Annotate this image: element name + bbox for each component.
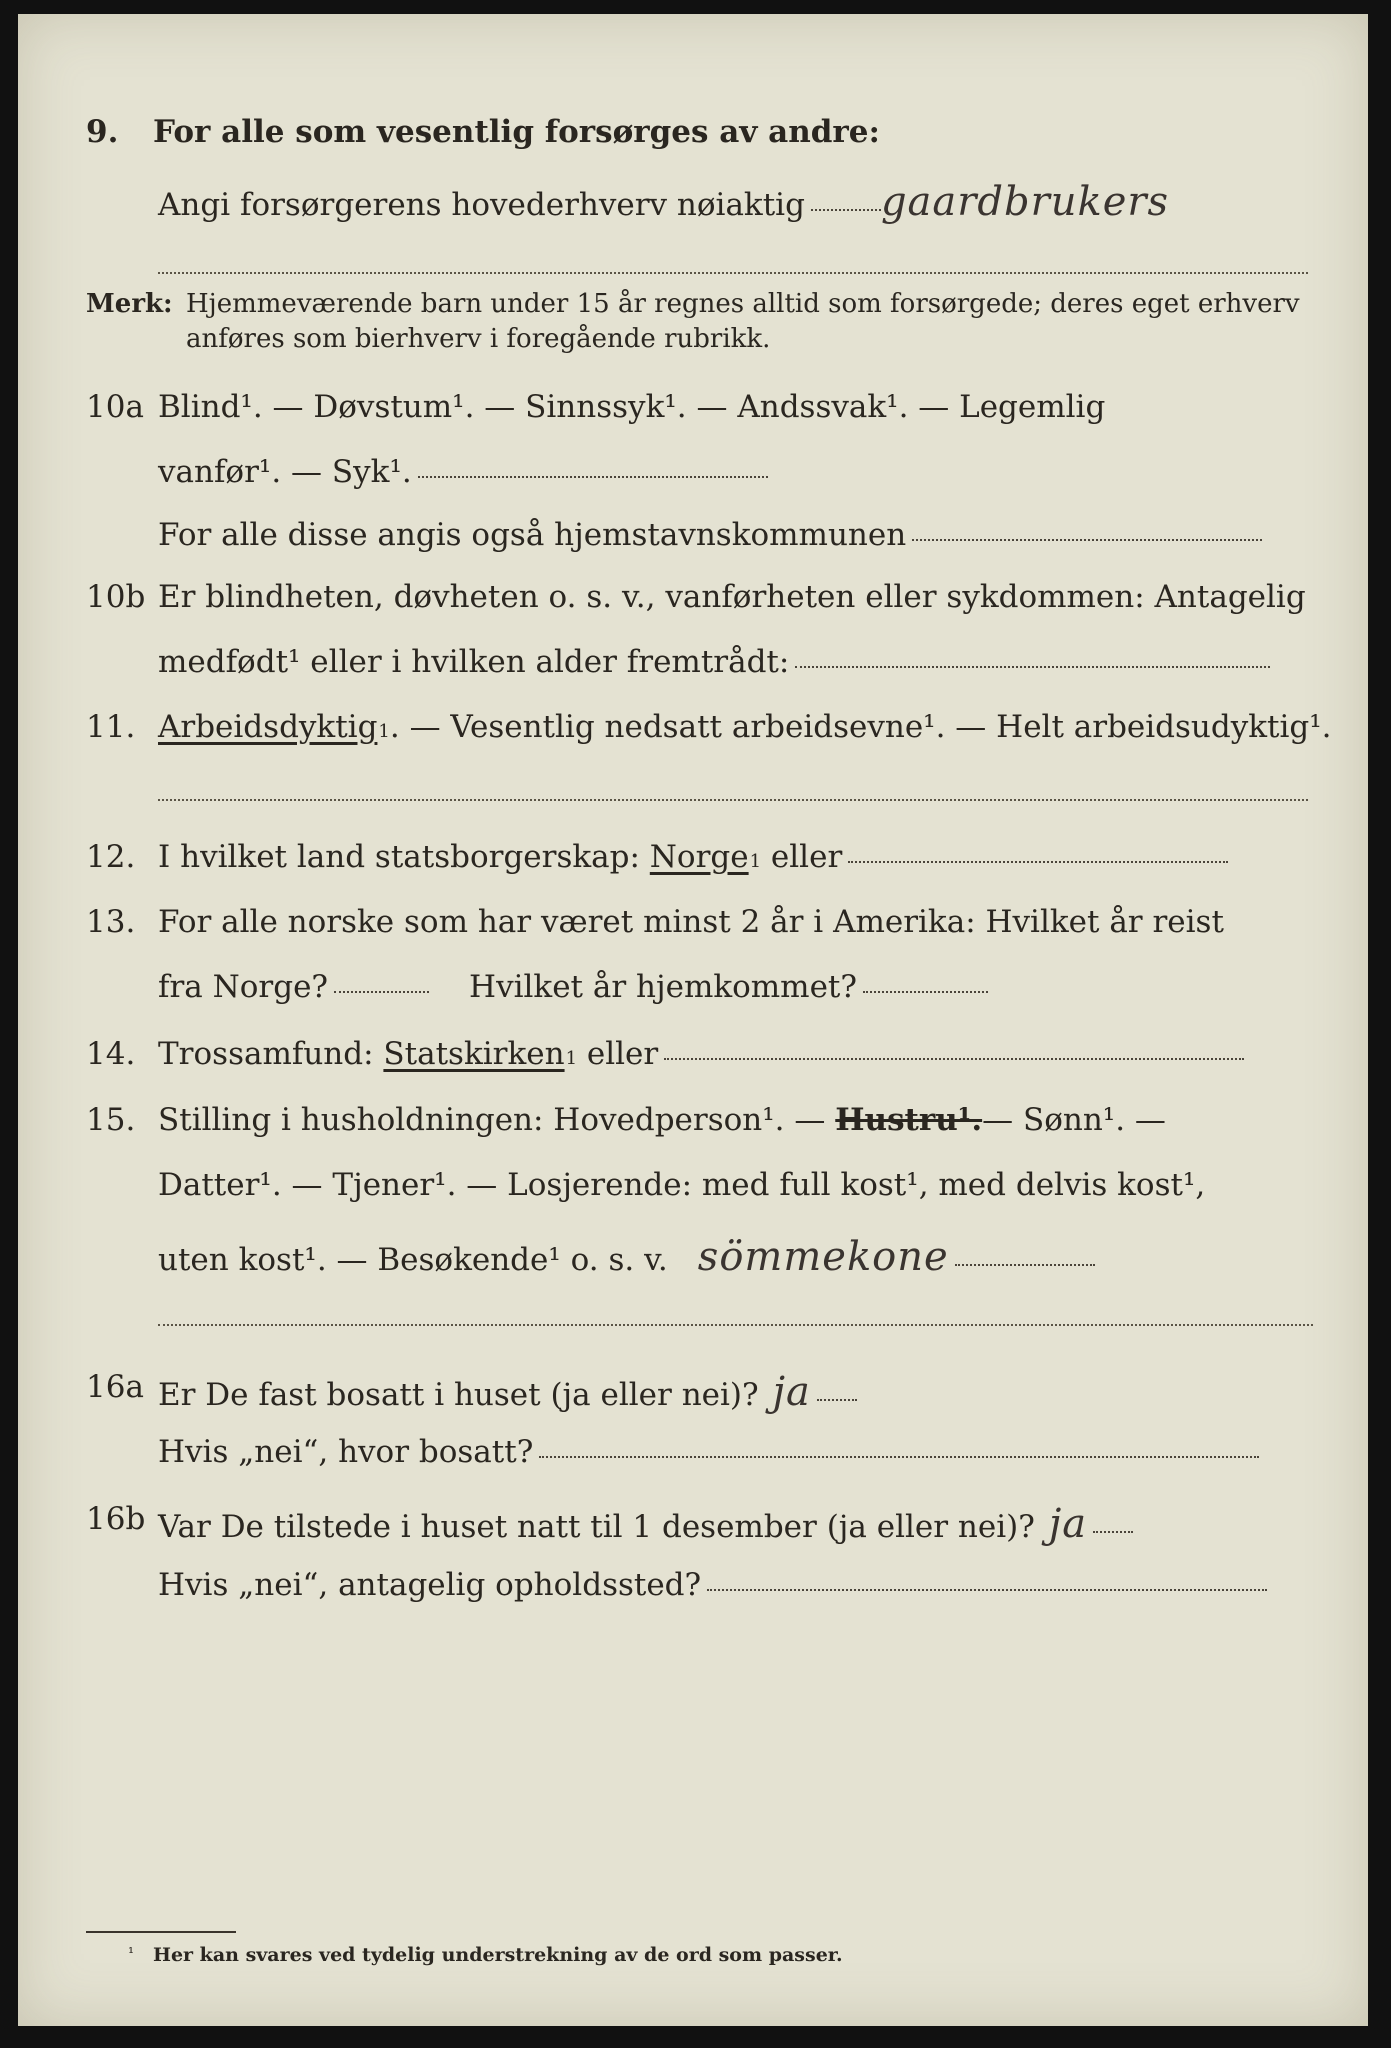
q16a-number: 16a	[86, 1369, 144, 1405]
q15-line3: uten kost¹. — Besøkende¹ o. s. v.	[158, 1242, 668, 1278]
q11-option-1: Arbeidsdyktig	[158, 709, 378, 745]
q14-prompt: Trossamfund:	[158, 1036, 374, 1072]
q12-eller: eller	[770, 839, 843, 875]
q13-number: 13.	[86, 904, 136, 940]
q9-answer-line	[811, 208, 881, 211]
q16b-answer-line	[1093, 1530, 1133, 1533]
q10b-line2: medfødt¹ eller i hvilken alder fremtrådt:	[158, 644, 790, 680]
q9-title: For alle som vesentlig forsørges av andre:	[153, 114, 880, 150]
q10a-line1: Blind¹. — Døvstum¹. — Sinnssyk¹. — Andssvak¹. — Legemlig	[158, 389, 1106, 425]
q10a-syk-line	[418, 475, 768, 478]
q10b-number: 10b	[86, 579, 146, 615]
q12-prompt: I hvilket land statsborgerskap:	[158, 839, 640, 875]
q13-hjemkommet-line	[863, 990, 988, 993]
q16b-number: 16b	[86, 1501, 146, 1537]
q13-reist-label: fra Norge?	[158, 969, 329, 1005]
q12-answer-line	[848, 860, 1228, 863]
q14-number: 14.	[86, 1036, 136, 1072]
footnote-text: Her kan svares ved tydelig understrekning av de ord som passer.	[153, 1944, 843, 1966]
q9-number: 9.	[86, 114, 119, 150]
q15-extra-line	[158, 1324, 1313, 1326]
q10a-number: 10a	[86, 389, 144, 425]
merk-text-2: anføres som bierhverv i foregående rubrikk.	[186, 324, 771, 354]
q10b-line1: Er blindheten, døvheten o. s. v., vanførheten eller sykdommen: Antagelig	[158, 579, 1306, 615]
q13-reist-line	[334, 990, 429, 993]
q9-answer-handwritten: gaardbrukers	[880, 179, 1170, 225]
q9-prompt: Angi forsørgerens hovederhverv nøiaktig	[158, 187, 805, 223]
q15-number: 15.	[86, 1102, 136, 1138]
merk-text-1: Hjemmeværende barn under 15 år regnes alltid som forsørgede; deres eget erhverv	[186, 289, 1300, 319]
q11-extra-line	[158, 799, 1308, 801]
q11-number: 11.	[86, 709, 136, 745]
footnote-rule	[86, 1931, 236, 1933]
q14-answer-line	[664, 1057, 1244, 1060]
q10a-line2: vanfør¹. — Syk¹.	[158, 454, 412, 490]
q16b-sub-line	[707, 1588, 1267, 1591]
merk-label: Merk:	[86, 289, 173, 319]
q14-eller: eller	[586, 1036, 659, 1072]
q12-underlined-answer: Norge	[649, 839, 749, 875]
q9-extra-line	[158, 272, 1308, 274]
q15-struck-option: Hustru¹.	[835, 1102, 983, 1138]
census-form-page: 9. For alle som vesentlig forsørges av andre: Angi forsørgerens hovederhverv nøiaktig gaardbrukers Merk: Hjemmeværende barn under 15 år regnes alltid som forsørgede; deres eget erhverv anføres som bierhverv i foregående rubrikk. 10a Blind¹. — Døvstum¹. — Sinnssyk¹. — Andssvak¹. — Legemlig vanfør¹. — Syk¹. For alle disse angis også hjemstavnskommunen 10b Er blindheten, døvheten o. s. v., vanførheten eller sykdommen: Antagelig medfødt¹ eller i hvilken alder fremtrådt: 11. Arbeidsdyktig 1 . — Vesentlig nedsatt arbeidsevne¹. — Helt arbeidsudyktig¹. 12. I hvilket land statsborgerskap: Norge 1 eller 13. For alle norske som har været minst 2 år i Amerika: Hvilket år reist fra Norge? Hvilket år hjemkommet? 14. Trossamfund: Statskirken 1 eller 15. Stilling i husholdningen: Hovedperson¹. — Hustru¹. — Sønn¹. — Datter¹. — Tjener¹. — Losjerende: med full kost¹, med delvis kost¹, uten kost¹. — Besøkende¹ o. s. v. sömmekone 16a Er De fast bosatt i huset (ja eller nei)? ja Hvis „nei“, hvor bosatt? 16b Var De tilstede i huset natt til 1 desember (ja eller nei)? ja Hvis „nei“, antagelig opholdssted? ¹ Her kan svares ved tydelig understrekning av de ord som passer.	[18, 14, 1368, 2026]
q15-line2: Datter¹. — Tjener¹. — Losjerende: med full kost¹, med delvis kost¹,	[158, 1167, 1206, 1203]
q15-answer-handwritten: sömmekone	[697, 1234, 949, 1280]
q13-line1: For alle norske som har været minst 2 år i Amerika: Hvilket år reist	[158, 904, 1224, 940]
q10a-line3: For alle disse angis også hjemstavnskommunen	[158, 517, 907, 553]
q16a-sub-line	[539, 1455, 1259, 1458]
q16b-prompt: Var De tilstede i huset natt til 1 desember (ja eller nei)?	[158, 1509, 1035, 1545]
q10a-kommune-line	[912, 538, 1262, 541]
q16b-answer-handwritten: ja	[1048, 1501, 1088, 1547]
q16a-prompt: Er De fast bosatt i huset (ja eller nei)?	[158, 1377, 759, 1413]
q12-number: 12.	[86, 839, 136, 875]
q15-answer-line	[955, 1263, 1095, 1266]
q16a-sub-prompt: Hvis „nei“, hvor bosatt?	[158, 1434, 534, 1470]
q10b-answer-line	[795, 665, 1270, 668]
q15-line1a: Stilling i husholdningen: Hovedperson¹. —	[158, 1102, 826, 1138]
q16a-answer-line	[817, 1398, 857, 1401]
q16b-sub-prompt: Hvis „nei“, antagelig opholdssted?	[158, 1567, 702, 1603]
q14-underlined-answer: Statskirken	[383, 1036, 565, 1072]
q11-rest: . — Vesentlig nedsatt arbeidsevne¹. — Helt arbeidsudyktig¹.	[389, 709, 1332, 745]
q13-hjemkommet-label: Hvilket år hjemkommet?	[469, 969, 858, 1005]
footnote-marker: ¹	[128, 1944, 135, 1962]
q16a-answer-handwritten: ja	[772, 1369, 811, 1415]
q15-line1b: — Sønn¹. —	[982, 1102, 1166, 1138]
